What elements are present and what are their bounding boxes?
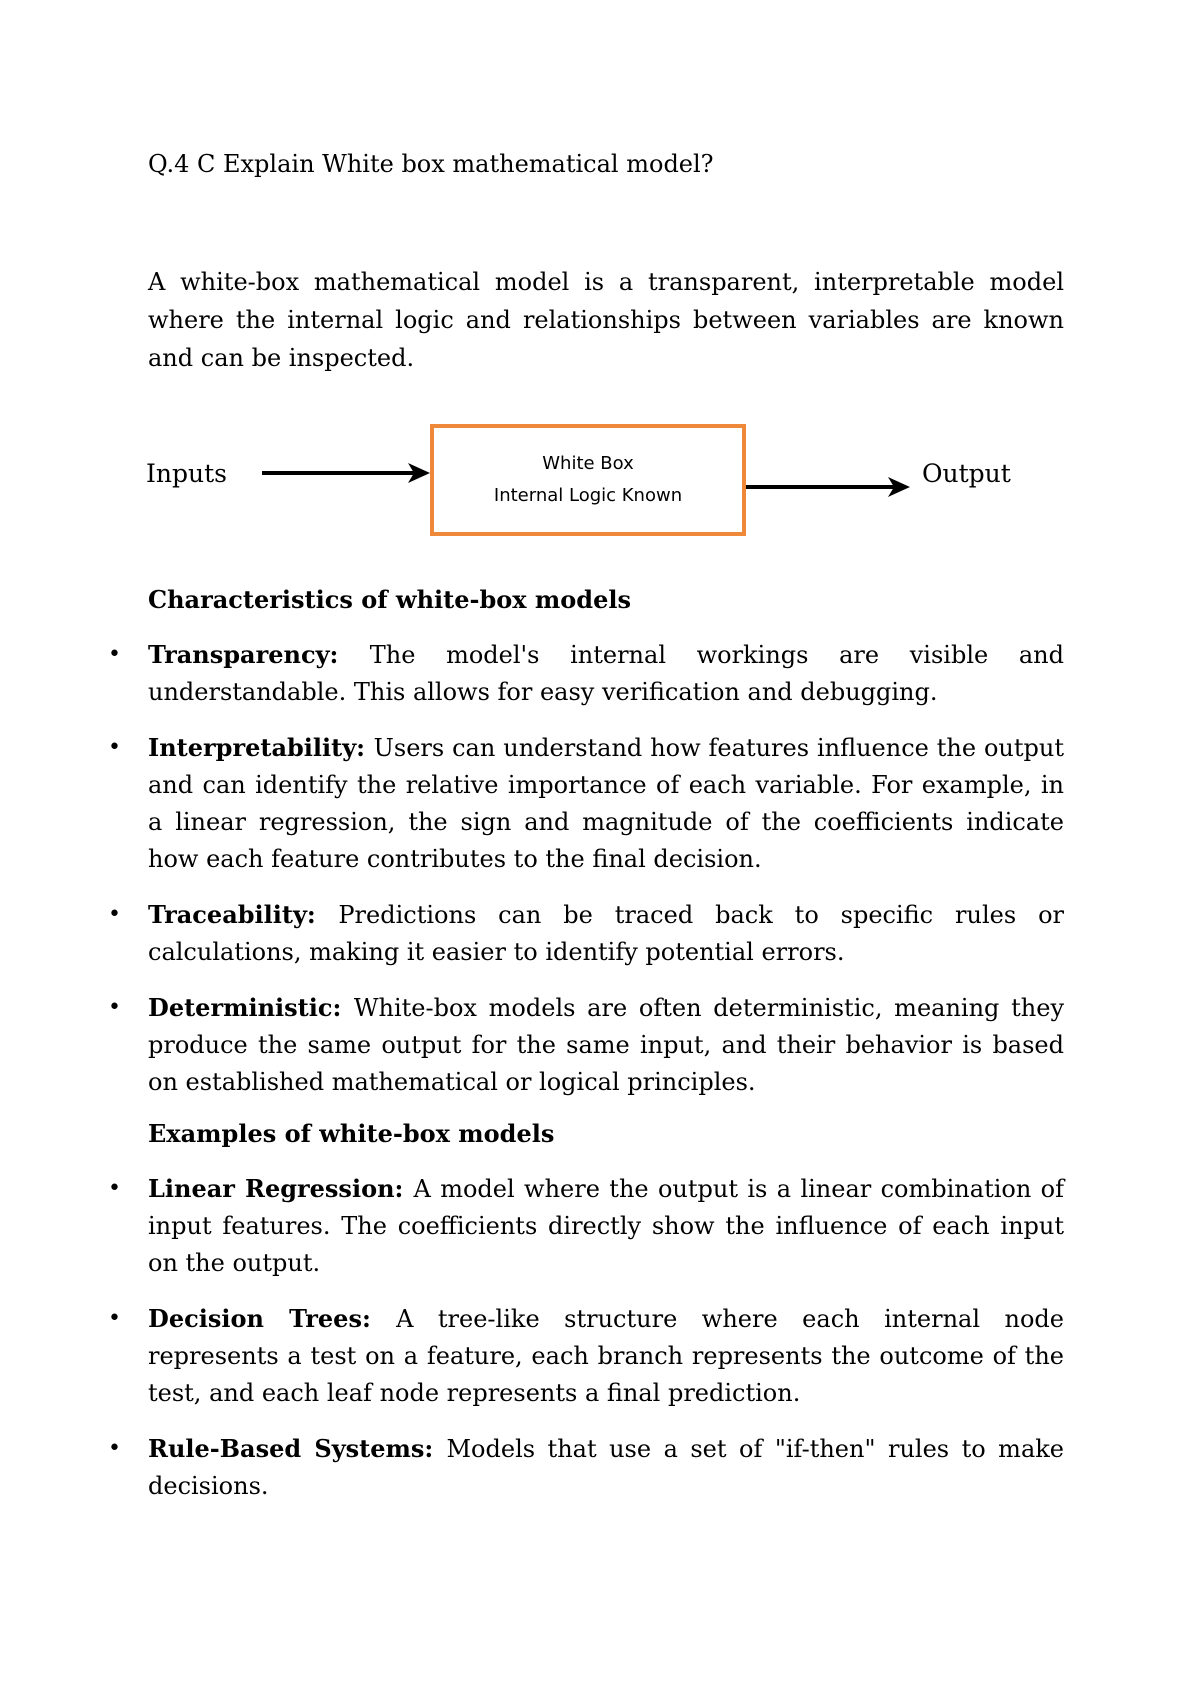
item-term: Decision Trees: (148, 1304, 397, 1333)
bullet-icon: • (108, 642, 121, 667)
list-item (0, 1430, 1064, 1505)
bullet-icon: • (108, 902, 121, 927)
bullet-icon: • (108, 1176, 121, 1201)
bullet-icon: • (108, 1306, 121, 1331)
examples-list (0, 1170, 1200, 1523)
list-item (0, 636, 1064, 711)
bullet-icon: • (108, 735, 121, 760)
item-text: A tree-like structure where each internal node represents a test on a feature, each branch represents the outcome of the test, and each leaf node represents a final prediction. (148, 1305, 1064, 1407)
item-text: A model where the output is a linear combination of input features. The coefficients directly show the influence of each input on the output. (148, 1175, 1065, 1277)
item-term: Interpretability: (148, 733, 374, 762)
item-text: Predictions can be traced back to specific rules or calculations, making it easier to identify potential errors. (148, 901, 1064, 966)
bullet-icon: • (108, 1436, 121, 1461)
characteristics-list (0, 636, 1200, 1119)
item-text: White-box models are often deterministic, meaning they produce the same output for the same input, and their behavior is based on established mathematical or logical principles. (148, 994, 1065, 1096)
bullet-icon: • (108, 995, 121, 1020)
input-arrowhead (408, 463, 430, 483)
list-item (0, 989, 1064, 1101)
output-label: Output (922, 459, 1011, 488)
list-item (0, 729, 1064, 878)
item-term: Linear Regression: (148, 1174, 414, 1203)
list-item (0, 896, 1064, 971)
item-text: Models that use a set of "if-then" rules to make decisions. (148, 1435, 1064, 1500)
output-arrowhead (888, 477, 910, 497)
question-heading: Q.4 C Explain White box mathematical model? (148, 150, 714, 178)
box-title: White Box (542, 453, 634, 474)
box-subtitle: Internal Logic Known (493, 485, 683, 506)
list-item (0, 1300, 1064, 1412)
intro-paragraph: A white-box mathematical model is a transparent, interpretable model where the internal logic and relationships between variables are known and can be inspected. (148, 268, 1064, 372)
item-text: The model's internal workings are visible and understandable. This allows for easy verification and debugging. (148, 641, 1064, 706)
inputs-label: Inputs (146, 459, 227, 488)
item-term: Rule-Based Systems: (148, 1434, 447, 1463)
characteristics-heading: Characteristics of white-box models (148, 585, 631, 614)
item-term: Transparency: (148, 640, 370, 669)
white-box-block (430, 424, 746, 536)
item-term: Traceability: (148, 900, 339, 929)
list-item (0, 1170, 1064, 1282)
item-text: Users can understand how features influence the output and can identify the relative importance of each variable. For example, in a linear regression, the sign and magnitude of the coefficients indicate how each feature contributes to the final decision. (148, 734, 1064, 873)
examples-heading: Examples of white-box models (148, 1119, 555, 1148)
item-term: Deterministic: (148, 993, 354, 1022)
